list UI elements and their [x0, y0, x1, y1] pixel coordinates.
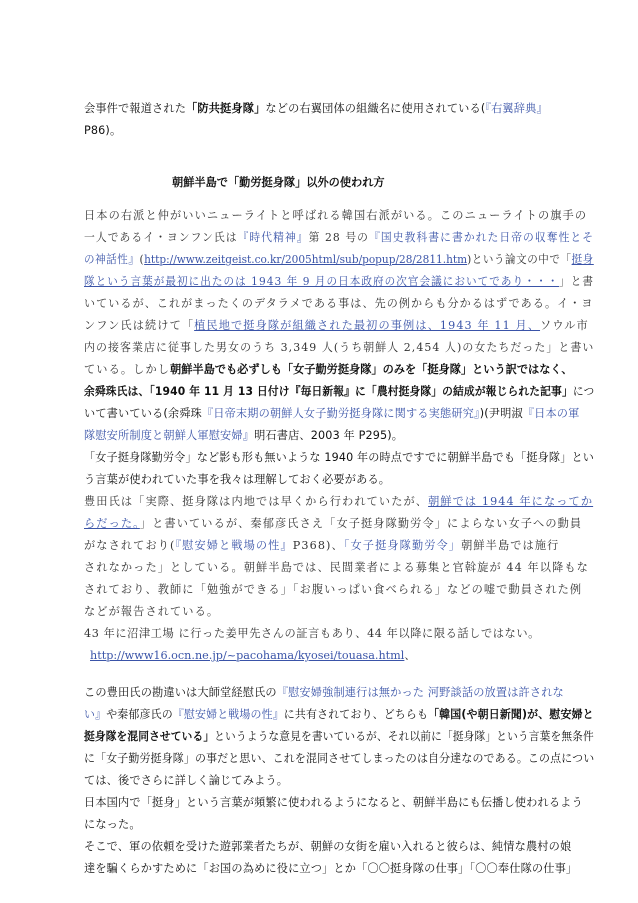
text: 内の接客業店に従事した男女のうち 3,349 人(うち朝鮮人 2,454 人)の女たちだった」と書い: [84, 341, 595, 354]
text: 第 28 号の: [308, 231, 370, 244]
paragraph-line: [84, 124, 121, 138]
book-title: 『日帝末期の朝鮮人女子勤労挺身隊に関する実態研究』: [201, 407, 480, 420]
text: う言葉が使われていた事を我々は理解しておく必要がある。: [84, 473, 391, 486]
paragraph-line: [84, 407, 579, 421]
text: ソウル市: [540, 319, 589, 332]
text: や秦郁彦氏の: [106, 708, 173, 721]
paragraph-line: [90, 649, 416, 663]
quote-text: 朝鮮では 1944 年になってか: [428, 495, 594, 508]
text: ている。しかし: [84, 363, 171, 376]
paragraph-line: [84, 495, 593, 509]
paragraph-line: [84, 275, 594, 289]
book-title: 『慰安婦強制連行は無かった 河野談話の放置は許されな: [276, 686, 564, 699]
paragraph-line: [84, 686, 564, 700]
bold-statement: 「韓国(や朝日新聞)が、慰安婦と: [428, 708, 594, 721]
text: に共有されており、どちらも: [283, 708, 429, 721]
text: というような意見を書いているが、それ以前に「挺身隊」という言葉を無条件: [214, 730, 594, 743]
quote-text: 隊という言葉が最初に出たのは 1943 年 9 月の日本政府の次官会議においてであり・・・: [84, 275, 560, 288]
quote-text: 「女子挺身隊勤労令」: [343, 539, 462, 552]
text: 」と書いているが、秦郁彦氏さえ「女子挺身隊勤労令」によらない女子への動員: [139, 517, 583, 530]
text: されなかった」としている。朝鮮半島では、民間業者による募集と官斡旋が 44 年以降もな: [84, 561, 589, 574]
book-title: 隊慰安所制度と朝鮮人軍慰安婦』: [84, 429, 255, 442]
bold-term: 「防共挺身隊」: [186, 102, 266, 115]
bold-statement: 「1940 年 11 月 13 日付け『毎日新報』に「農村挺身隊」の結成が報じられた記事」: [149, 385, 573, 398]
text: に「女子勤労挺身隊」の事だと思い、これを混同させてしまったのは自分達なのである。この点につい: [84, 752, 595, 765]
paragraph-line: [84, 451, 594, 465]
paragraph-line: [84, 102, 548, 116]
text: ては、後でさらに詳しく論じてみよう。: [84, 774, 289, 787]
text: 43 年に沼津工場 に行った姜甲先さんの証言もあり、44 年以降に限る話しではない。: [84, 627, 540, 640]
paragraph-line: [84, 627, 540, 641]
text: いて書いている(余舜珠: [84, 407, 202, 420]
book-title: 『慰安婦と戦場の性』: [172, 708, 284, 721]
article-title: 『国史教科書に書かれた日帝の収奪性とそ: [369, 231, 595, 244]
text: )という論文の中で「: [467, 253, 572, 266]
bold-statement: 朝鮮半島でも必ずしも「女子勤労挺身隊」のみを「挺身隊」という訳ではなく、: [170, 363, 573, 376]
bold-statement: 挺身隊を混同させている」: [84, 730, 215, 743]
paragraph-line: [84, 341, 594, 355]
text: 会事件で報道された: [84, 102, 187, 115]
book-title: い』: [84, 708, 107, 721]
paragraph-line: [84, 774, 288, 788]
text: されており、教師に「勉強ができる」「お腹いっぱい食べられる」などの嘘で動員された例: [84, 583, 583, 596]
magazine-title: 『時代精神』: [237, 231, 309, 244]
paragraph-line: [84, 363, 573, 377]
paragraph-line: [84, 818, 141, 832]
paragraph-line: [84, 730, 594, 744]
article-link[interactable]: http://www.zeitgeist.co.kr/2005html/sub/popup/28/2811.htm: [144, 253, 468, 266]
paragraph-line: [84, 708, 594, 722]
section-heading: 朝鮮半島で「勤労挺身隊」以外の使われ方: [172, 176, 385, 189]
paragraph-line: [84, 319, 589, 333]
paragraph-line: [84, 429, 403, 443]
text: 一人であるイ・ヨンフン氏は: [84, 231, 238, 244]
text: )(尹明淑: [479, 407, 523, 420]
text: 明石書店、2003 年 P295)。: [254, 429, 404, 442]
book-title: 『右翼辞典』: [485, 102, 548, 115]
text: 」と書: [559, 275, 594, 288]
quote-text: らだった。: [84, 517, 140, 530]
paragraph-line: [84, 517, 582, 531]
text: 日本国内で「挺身」という言葉が頻繁に使われるようになると、朝鮮半島にも伝播し使われるよう: [84, 796, 583, 809]
paragraph-line: [84, 385, 594, 399]
paragraph-line: [84, 561, 589, 575]
text: 「女子挺身隊勤労令」など影も形も無いような 1940 年の時点ですでに朝鮮半島でも「挺身隊」とい: [84, 451, 595, 464]
article-title: の神話性』: [84, 253, 140, 266]
paragraph-line: [84, 840, 571, 854]
text: などの右翼団体の組織名に使用されている(: [265, 102, 486, 115]
paragraph-line: [84, 473, 390, 487]
book-title: 『慰安婦と戦場の性』: [175, 539, 293, 552]
paragraph-line: [84, 209, 587, 223]
text: P86)。: [84, 124, 122, 137]
paragraph-line: [84, 583, 582, 597]
text: 達を騙くらかすために「お国の為めに役に立つ」とか「〇〇挺身隊の仕事」「〇〇奉仕隊の仕事」: [84, 862, 578, 875]
text: そこで、軍の依頼を受けた遊郭業者たちが、朝鮮の女街を雇い入れると彼らは、純情な農村の娘: [84, 840, 572, 853]
text: ンフン氏は続けて「: [84, 319, 195, 332]
bold-statement: 余舜珠氏は、: [84, 385, 150, 398]
paragraph-line: [84, 796, 583, 810]
text: この豊田氏の勘違いは大師堂経慰氏の: [84, 686, 277, 699]
paragraph-line: [84, 752, 594, 766]
book-title: 『日本の軍: [522, 407, 580, 420]
text: 豊田氏は「実際、挺身隊は内地では早くから行われていたが、: [84, 495, 429, 508]
paragraph-line: [84, 862, 577, 876]
text: などが報告されている。: [84, 605, 220, 618]
quote-text: 挺身: [571, 253, 594, 266]
text: になった。: [84, 818, 141, 831]
text: がなされており(: [84, 539, 176, 552]
text: 、: [404, 649, 416, 662]
text: P368)、: [292, 539, 344, 552]
paragraph-line: [84, 231, 594, 245]
text: (: [139, 253, 145, 266]
paragraph-line: [84, 253, 594, 267]
text: 朝鮮半島では施行: [461, 539, 560, 552]
text: 日本の右派と仲がいいニューライトと呼ばれる韓国右派がいる。このニューライトの旗手の: [84, 209, 588, 222]
paragraph-line: [84, 539, 559, 553]
paragraph-line: [84, 605, 219, 619]
reference-link[interactable]: http://www16.ocn.ne.jp/~pacohama/kyosei/touasa.html: [90, 649, 405, 662]
text: につ: [572, 385, 595, 398]
quote-text: 植民地で挺身隊が組織された最初の事例は、1943 年 11 月、: [194, 319, 541, 332]
text: いているが、これがまったくのデタラメである事は、先の例からも分かるはずである。イ・ヨ: [84, 297, 594, 310]
paragraph-line: [84, 297, 594, 311]
